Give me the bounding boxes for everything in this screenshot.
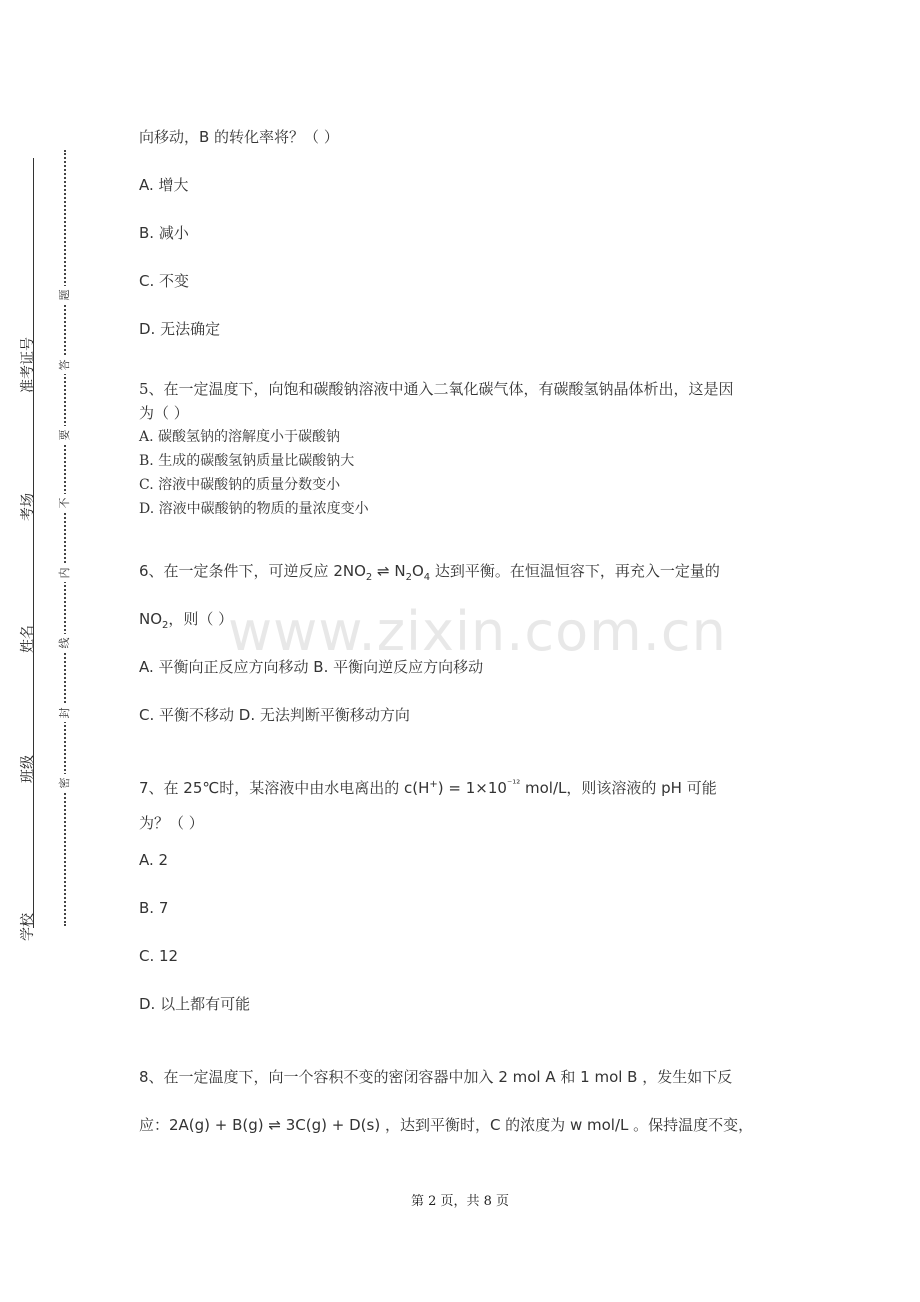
binding-dotted-line xyxy=(64,150,66,926)
q4-option-d: D. 无法确定 xyxy=(139,320,221,338)
q6-sub-1: 2 xyxy=(365,572,373,583)
seal-char: 不 xyxy=(58,494,72,512)
seal-char: 密 xyxy=(58,774,72,792)
q7-text-pre: 7、在 25℃时，某溶液中由水电离出的 c(H xyxy=(139,779,430,797)
seal-char: 封 xyxy=(58,704,72,722)
margin-label-name: 姓名 xyxy=(20,625,36,653)
q7-option-b: B. 7 xyxy=(139,899,169,917)
q5-option-a: A. 碳酸氢钠的溶解度小于碳酸钠 xyxy=(139,429,341,445)
q7-sup-2: ⁻¹² xyxy=(506,779,521,790)
q6-sub-2: 2 xyxy=(405,572,412,583)
q6-options-cd: C. 平衡不移动 D. 无法判断平衡移动方向 xyxy=(139,706,410,724)
watermark: www.zixin.com.cn xyxy=(228,600,727,663)
q5-stem-line2: 为（ ） xyxy=(139,404,189,422)
q6-l2-pre: NO xyxy=(139,610,163,628)
q6-stem-line2 xyxy=(139,609,233,629)
q7-stem-line2: 为？（ ） xyxy=(139,814,204,832)
margin-label-exam-room: 考场 xyxy=(20,493,36,521)
q4-stem-continued: 向移动，B 的转化率将？（ ） xyxy=(139,128,339,146)
q4-option-c: C. 不变 xyxy=(139,272,190,290)
q5-option-d: D. 溶液中碳酸钠的物质的量浓度变小 xyxy=(139,501,369,517)
q6-options-ab: A. 平衡向正反应方向移动 B. 平衡向逆反应方向移动 xyxy=(139,658,484,676)
seal-char: 内 xyxy=(58,564,72,582)
q7-sup-1: + xyxy=(429,779,438,790)
margin-label-class: 班级 xyxy=(20,755,36,783)
q8-stem-line1: 8、在一定温度下，向一个容积不变的密闭容器中加入 2 mol A 和 1 mol B ，发生如下反 xyxy=(139,1068,733,1086)
q6-text-arrow: ⇌ N xyxy=(372,562,406,580)
q4-option-a: A. 增大 xyxy=(139,176,189,194)
margin-label-school: 学校 xyxy=(20,913,36,941)
q8-stem-line2: 应：2A(g) + B(g) ⇌ 3C(g) + D(s) ，达到平衡时，C 的浓度为 w mol/L 。保持温度不变， xyxy=(139,1116,754,1134)
page-footer: 第 2 页，共 8 页 xyxy=(410,1194,510,1209)
q7-option-a: A. 2 xyxy=(139,851,169,869)
q6-sub-3: 4 xyxy=(423,572,431,583)
q7-stem-line1 xyxy=(139,778,717,798)
q7-option-d: D. 以上都有可能 xyxy=(139,995,251,1013)
q6-text-post: 达到平衡。在恒温恒容下，再充入一定量的 xyxy=(430,562,720,580)
q6-text-pre: 6、在一定条件下，可逆反应 2NO xyxy=(139,562,366,580)
seal-char: 要 xyxy=(58,426,72,444)
q6-l2-sub: 2 xyxy=(162,620,169,631)
seal-char: 题 xyxy=(58,286,72,304)
q6-stem-line1 xyxy=(139,561,720,581)
q6-l2-post: ，则（ ） xyxy=(168,610,234,628)
seal-char: 线 xyxy=(58,634,72,652)
q6-text-o: O xyxy=(411,562,424,580)
q5-option-b: B. 生成的碳酸氢钠质量比碳酸钠大 xyxy=(139,453,355,469)
q7-option-c: C. 12 xyxy=(139,947,179,965)
margin-label-exam-id: 准考证号 xyxy=(20,337,36,393)
q5-stem-line1: 5、在一定温度下，向饱和碳酸钠溶液中通入二氧化碳气体，有碳酸氢钠晶体析出，这是因 xyxy=(139,380,734,398)
q4-option-b: B. 减小 xyxy=(139,224,189,242)
seal-char: 答 xyxy=(58,356,72,374)
q7-text-mid: ) = 1×10 xyxy=(437,779,507,797)
q7-text-post: mol/L，则该溶液的 pH 可能 xyxy=(520,779,717,797)
q5-option-c: C. 溶液中碳酸钠的质量分数变小 xyxy=(139,477,341,493)
